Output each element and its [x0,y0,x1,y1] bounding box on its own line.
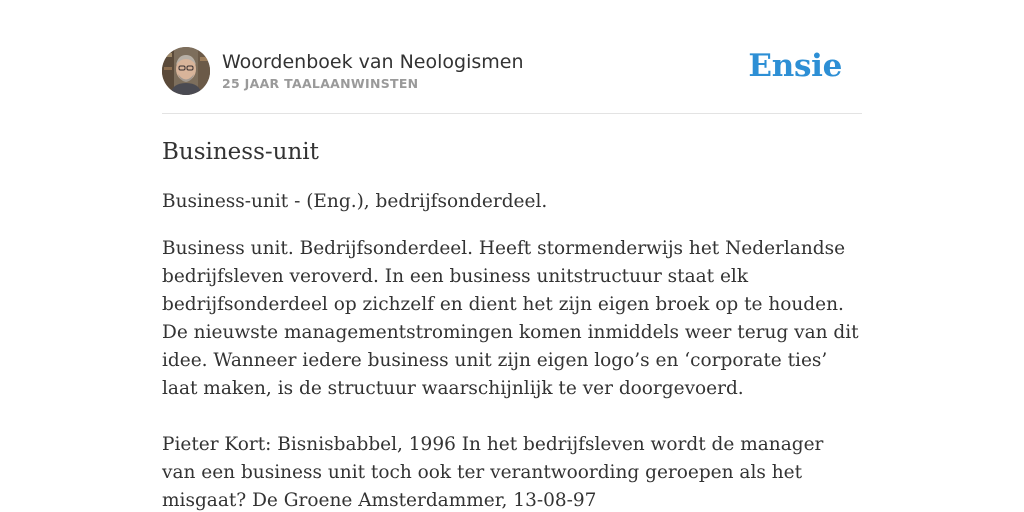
header-divider [162,113,862,114]
entry-paragraph-2: Pieter Kort: Bisnisbabbel, 1996 In het bedrijfsleven wordt de manager van een business unit toch ook ter verantwoording geroepen als het misgaat? De Groene Amsterdammer, 13-08-97 [162,434,824,511]
page [162,0,862,512]
author-avatar[interactable] [162,47,210,95]
source-info [222,50,524,93]
source-header [162,46,862,96]
paragraph-spacer [162,403,862,431]
source-title[interactable]: Woordenboek van Neologismen [222,50,524,73]
ensie-logo[interactable]: Ensie [748,48,842,84]
entry-definition: Business-unit - (Eng.), bedrijfsonderdeel. [162,191,548,212]
entry-paragraph-1: Business unit. Bedrijfsonderdeel. Heeft stormenderwijs het Nederlandse bedrijfsleven veroverd. In een business unitstructuur staat elk bedrijfsonderdeel op zichzelf en dient het zijn eigen broek op te houden. De nieuwste managementstromingen komen inmiddels weer terug van dit idee. Wanneer iedere business unit zijn eigen logo’s en ‘corporate ties’ laat maken, is de structuur waarschijnlijk te ver doorgevoerd. [162,238,859,399]
source-subtitle: 25 JAAR TAALAANWINSTEN [222,75,419,91]
entry-title: Business-unit [162,139,319,165]
portrait-icon [162,47,210,95]
